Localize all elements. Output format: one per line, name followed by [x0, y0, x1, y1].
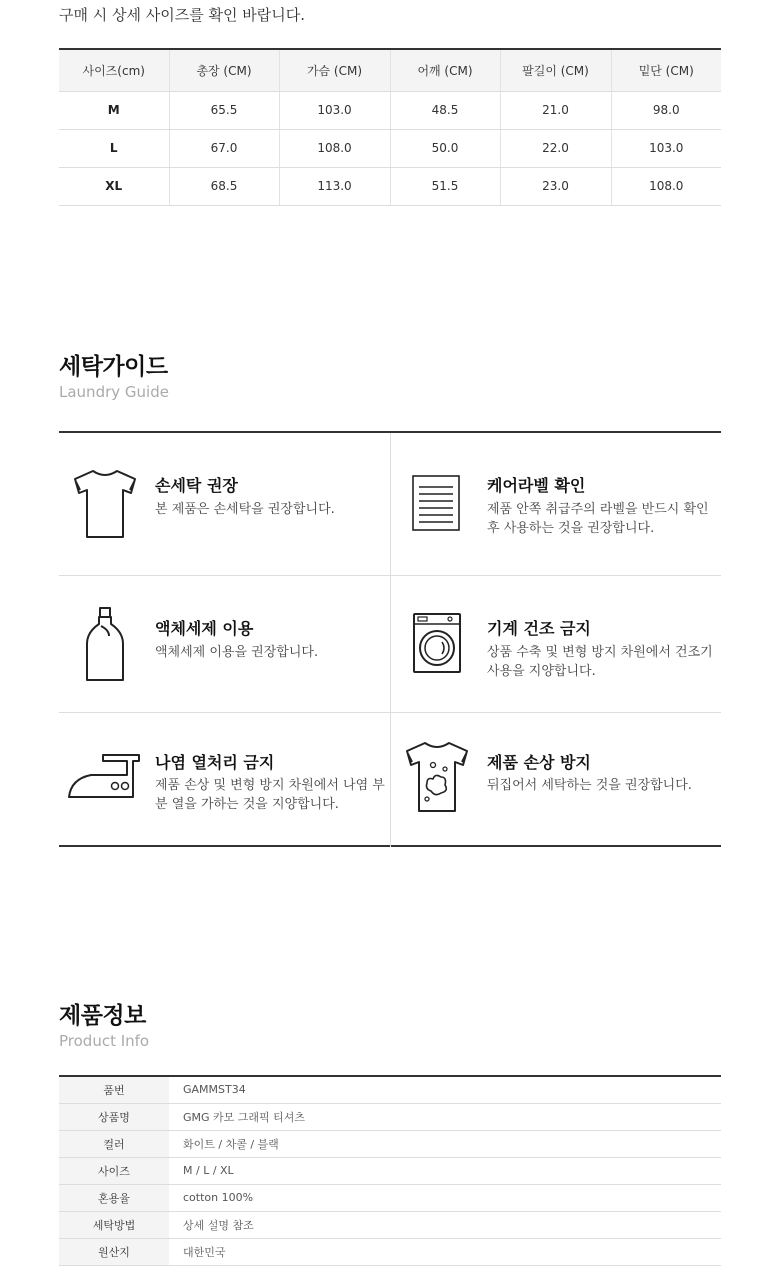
info-value: 상세 설명 참조	[169, 1211, 721, 1238]
table-row	[59, 1130, 721, 1157]
table-cell: 103.0	[279, 91, 390, 129]
table-cell: 21.0	[500, 91, 611, 129]
detergent-bottle-icon	[65, 606, 145, 686]
table-cell: L	[59, 129, 169, 167]
table-row	[59, 129, 721, 167]
info-value: M / L / XL	[169, 1157, 721, 1184]
guide-item-desc: 상품 수축 및 변형 방지 차원에서 건조기 사용을 지양합니다.	[487, 645, 713, 679]
guide-item-title: 액체세제 이용	[155, 619, 254, 638]
size-table-header	[59, 49, 721, 91]
table-cell: 103.0	[611, 129, 721, 167]
laundry-guide	[59, 431, 721, 847]
info-label: 원산지	[59, 1238, 169, 1265]
table-cell: 65.5	[169, 91, 279, 129]
size-note: 구매 시 상세 사이즈를 확인 바랍니다.	[59, 6, 305, 24]
guide-item-desc: 액체세제 이용을 권장합니다.	[155, 645, 319, 660]
table-row	[59, 1184, 721, 1211]
table-cell: 108.0	[611, 167, 721, 205]
guide-item-desc: 제품 안쪽 취급주의 라벨을 반드시 확인후 사용하는 것을 권장합니다.	[487, 502, 709, 536]
info-label: 품번	[59, 1076, 169, 1103]
table-cell: 23.0	[500, 167, 611, 205]
table-cell: M	[59, 91, 169, 129]
table-cell: 22.0	[500, 129, 611, 167]
info-value: GMG 카모 그래픽 티셔츠	[169, 1103, 721, 1130]
size-table	[59, 48, 721, 206]
table-row	[59, 91, 721, 129]
iron-icon	[65, 737, 145, 817]
header-shoulder: 어깨 (CM)	[390, 49, 500, 91]
guide-item-no-print-heat	[59, 713, 390, 847]
guide-item-prevent-damage	[390, 713, 721, 847]
info-value: cotton 100%	[169, 1184, 721, 1211]
guide-item-desc: 뒤집어서 세탁하는 것을 권장합니다.	[487, 778, 692, 793]
info-label: 사이즈	[59, 1157, 169, 1184]
header-size: 사이즈(cm)	[59, 49, 169, 91]
guide-item-title: 기계 건조 금지	[487, 619, 591, 638]
info-value: GAMMST34	[169, 1076, 721, 1103]
info-value: 대한민국	[169, 1238, 721, 1265]
info-value: 화이트 / 차콜 / 블랙	[169, 1130, 721, 1157]
table-row	[59, 1238, 721, 1265]
table-row	[59, 167, 721, 205]
table-row	[59, 1211, 721, 1238]
table-cell: 113.0	[279, 167, 390, 205]
product-title: 제품정보	[59, 1003, 146, 1029]
guide-item-care-label	[390, 433, 721, 576]
table-row	[59, 1076, 721, 1103]
table-cell: 67.0	[169, 129, 279, 167]
info-label: 세탁방법	[59, 1211, 169, 1238]
table-row	[59, 1103, 721, 1130]
info-label: 혼용율	[59, 1184, 169, 1211]
header-hem: 밑단 (CM)	[611, 49, 721, 91]
guide-item-title: 제품 손상 방지	[487, 753, 591, 772]
header-length: 총장 (CM)	[169, 49, 279, 91]
table-cell: XL	[59, 167, 169, 205]
table-row	[59, 1157, 721, 1184]
table-cell: 98.0	[611, 91, 721, 129]
care-label-icon	[397, 463, 477, 543]
laundry-title: 세탁가이드	[59, 354, 168, 380]
guide-item-title: 케어라벨 확인	[487, 476, 586, 495]
info-label: 컬러	[59, 1130, 169, 1157]
table-cell: 108.0	[279, 129, 390, 167]
table-cell: 51.5	[390, 167, 500, 205]
guide-item-title: 손세탁 권장	[155, 476, 238, 495]
guide-item-no-machine-dry	[390, 576, 721, 713]
guide-item-title: 나염 열처리 금지	[155, 753, 275, 772]
guide-item-desc: 제품 손상 및 변형 방지 차원에서 나염 부분 열을 가하는 것을 지양합니다.	[155, 778, 385, 812]
washing-machine-icon	[397, 604, 477, 684]
table-cell: 50.0	[390, 129, 500, 167]
product-subtitle: Product Info	[59, 1032, 150, 1050]
guide-item-liquid-detergent	[59, 576, 390, 713]
tshirt-stain-icon	[397, 737, 477, 817]
header-sleeve: 팔길이 (CM)	[500, 49, 611, 91]
laundry-subtitle: Laundry Guide	[59, 383, 169, 401]
info-label: 상품명	[59, 1103, 169, 1130]
tshirt-icon	[65, 463, 145, 543]
guide-item-hand-wash	[59, 433, 390, 576]
header-chest: 가슴 (CM)	[279, 49, 390, 91]
table-cell: 48.5	[390, 91, 500, 129]
table-cell: 68.5	[169, 167, 279, 205]
guide-item-desc: 본 제품은 손세탁을 권장합니다.	[155, 502, 335, 517]
product-info-table	[59, 1075, 721, 1266]
